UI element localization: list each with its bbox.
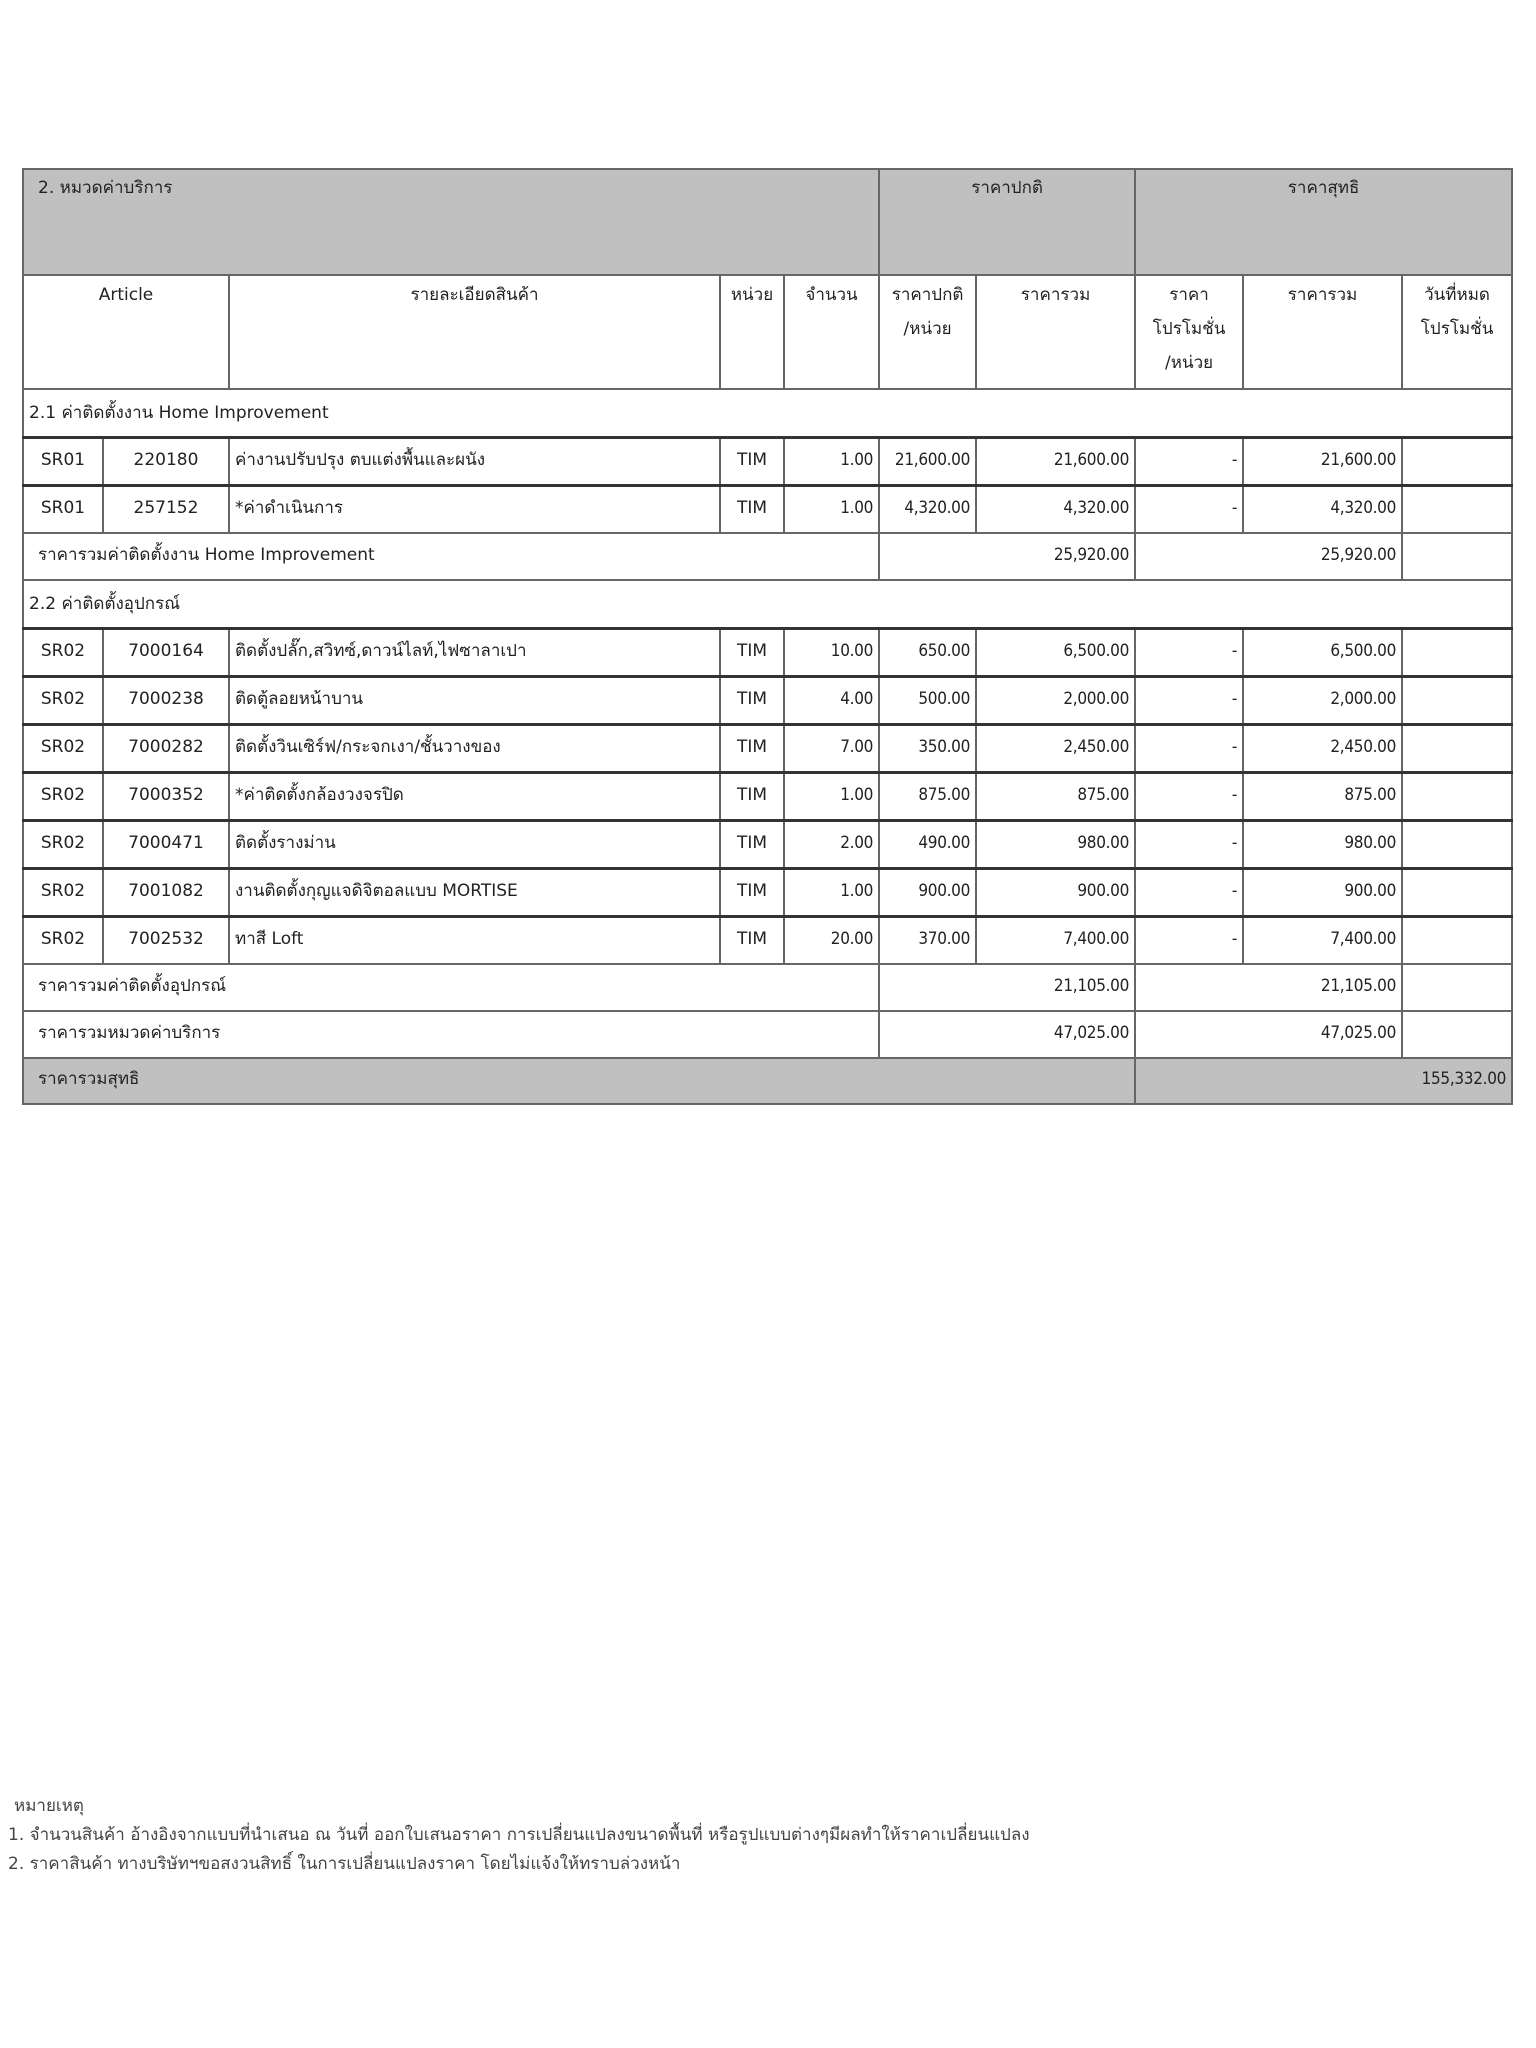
- subtotal-net: 25,920.00: [1135, 533, 1402, 580]
- cell-regular-total: 4,320.00: [976, 486, 1135, 534]
- cell-article: 7002532: [103, 917, 229, 965]
- cell-promo-price: -: [1135, 677, 1243, 725]
- cell-net-total: 4,320.00: [1243, 486, 1402, 534]
- cell-article: 220180: [103, 438, 229, 486]
- cell-unit-price: 490.00: [879, 821, 976, 869]
- header-line: /หน่วย: [903, 319, 952, 339]
- cell-description: งานติดตั้งกุญแจดิจิตอลแบบ MORTISE: [229, 869, 720, 917]
- cell-net-total: 6,500.00: [1243, 629, 1402, 677]
- cell-description: ติดตู้ลอยหน้าบาน: [229, 677, 720, 725]
- cell-quantity: 10.00: [784, 629, 879, 677]
- cell-unit: TIM: [720, 917, 784, 965]
- cell-unit: TIM: [720, 821, 784, 869]
- header-line: ราคา: [1169, 285, 1209, 305]
- cell-regular-total: 2,450.00: [976, 725, 1135, 773]
- cell-description: *ค่าติดตั้งกล้องวงจรปิด: [229, 773, 720, 821]
- column-header-article: Article: [23, 275, 229, 389]
- cell-code: SR02: [23, 629, 103, 677]
- category-total-empty: [1402, 1011, 1512, 1058]
- column-header-promo-price: [1135, 275, 1243, 389]
- grand-total-row: [23, 1058, 1512, 1104]
- column-header-regular-total: ราคารวม: [976, 275, 1135, 389]
- cell-code: SR01: [23, 486, 103, 534]
- subtotal-regular: 21,105.00: [879, 964, 1135, 1011]
- subtotal-regular: 25,920.00: [879, 533, 1135, 580]
- cell-promo-end-date: [1402, 629, 1512, 677]
- cell-code: SR02: [23, 869, 103, 917]
- cell-net-total: 7,400.00: [1243, 917, 1402, 965]
- cell-regular-total: 7,400.00: [976, 917, 1135, 965]
- cell-description: ติดตั้งรางม่าน: [229, 821, 720, 869]
- category-total-label: ราคารวมหมวดค่าบริการ: [23, 1011, 879, 1058]
- cell-regular-total: 980.00: [976, 821, 1135, 869]
- cell-quantity: 7.00: [784, 725, 879, 773]
- grand-total-value: 155,332.00: [1135, 1058, 1512, 1104]
- cell-promo-end-date: [1402, 917, 1512, 965]
- table-row: [23, 773, 1512, 821]
- cell-promo-price: -: [1135, 725, 1243, 773]
- cell-quantity: 1.00: [784, 486, 879, 534]
- cell-quantity: 20.00: [784, 917, 879, 965]
- table-row: [23, 917, 1512, 965]
- cell-regular-total: 21,600.00: [976, 438, 1135, 486]
- table-row: [23, 677, 1512, 725]
- section-title: 2. หมวดค่าบริการ: [23, 169, 879, 275]
- header-line: โปรโมชั่น: [1420, 319, 1494, 339]
- table-row: [23, 438, 1512, 486]
- cell-promo-end-date: [1402, 677, 1512, 725]
- group-title-row: [23, 580, 1512, 629]
- header-line: วันที่หมด: [1424, 285, 1490, 305]
- table-row: [23, 869, 1512, 917]
- cell-article: 257152: [103, 486, 229, 534]
- header-line: ราคาปกติ: [891, 285, 964, 305]
- subtotal-label: ราคารวมค่าติดตั้งอุปกรณ์: [23, 964, 879, 1011]
- cell-unit-price: 21,600.00: [879, 438, 976, 486]
- cell-promo-price: -: [1135, 773, 1243, 821]
- category-total-regular: 47,025.00: [879, 1011, 1135, 1058]
- cell-unit: TIM: [720, 773, 784, 821]
- cell-net-total: 980.00: [1243, 821, 1402, 869]
- header-line: โปรโมชั่น: [1152, 319, 1226, 339]
- cell-code: SR01: [23, 438, 103, 486]
- cell-regular-total: 6,500.00: [976, 629, 1135, 677]
- cell-net-total: 21,600.00: [1243, 438, 1402, 486]
- cell-description: *ค่าดำเนินการ: [229, 486, 720, 534]
- cell-unit-price: 370.00: [879, 917, 976, 965]
- group-header-net-price: ราคาสุทธิ: [1135, 169, 1512, 275]
- cell-promo-price: -: [1135, 486, 1243, 534]
- column-header-quantity: จำนวน: [784, 275, 879, 389]
- cell-unit: TIM: [720, 677, 784, 725]
- column-header-net-total: ราคารวม: [1243, 275, 1402, 389]
- cell-net-total: 900.00: [1243, 869, 1402, 917]
- section-header-row: [23, 169, 1512, 275]
- subtotal-net: 21,105.00: [1135, 964, 1402, 1011]
- cell-net-total: 2,000.00: [1243, 677, 1402, 725]
- cell-promo-end-date: [1402, 486, 1512, 534]
- cell-code: SR02: [23, 773, 103, 821]
- cell-article: 7000164: [103, 629, 229, 677]
- category-total-net: 47,025.00: [1135, 1011, 1402, 1058]
- cell-unit: TIM: [720, 725, 784, 773]
- column-header-promo-end-date: [1402, 275, 1512, 389]
- cell-unit-price: 875.00: [879, 773, 976, 821]
- cell-unit-price: 4,320.00: [879, 486, 976, 534]
- cell-regular-total: 2,000.00: [976, 677, 1135, 725]
- note-line: 2. ราคาสินค้า ทางบริษัทฯขอสงวนสิทธิ์ ในการเปลี่ยนแปลงราคา โดยไม่แจ้งให้ทราบล่วงหน้า: [8, 1854, 681, 1874]
- cell-promo-end-date: [1402, 725, 1512, 773]
- cell-unit-price: 900.00: [879, 869, 976, 917]
- quotation-table: [22, 168, 1513, 1105]
- cell-regular-total: 900.00: [976, 869, 1135, 917]
- table-row: [23, 486, 1512, 534]
- grand-total-label: ราคารวมสุทธิ: [23, 1058, 1135, 1104]
- cell-quantity: 1.00: [784, 869, 879, 917]
- notes-title: หมายเหตุ: [14, 1796, 84, 1816]
- cell-description: ติดตั้งปลั๊ก,สวิทซ์,ดาวน์ไลท์,ไฟซาลาเปา: [229, 629, 720, 677]
- cell-unit-price: 350.00: [879, 725, 976, 773]
- cell-quantity: 4.00: [784, 677, 879, 725]
- cell-promo-price: -: [1135, 869, 1243, 917]
- cell-promo-price: -: [1135, 629, 1243, 677]
- cell-description: ค่างานปรับปรุง ตบแต่งพื้นและผนัง: [229, 438, 720, 486]
- column-header-row: [23, 275, 1512, 389]
- cell-promo-end-date: [1402, 821, 1512, 869]
- subtotal-row: [23, 533, 1512, 580]
- category-total-row: [23, 1011, 1512, 1058]
- cell-promo-price: -: [1135, 438, 1243, 486]
- cell-description: ติดตั้งวินเซิร์ฟ/กระจกเงา/ชั้นวางของ: [229, 725, 720, 773]
- cell-article: 7000282: [103, 725, 229, 773]
- table-row: [23, 725, 1512, 773]
- column-header-unit: หน่วย: [720, 275, 784, 389]
- cell-unit: TIM: [720, 438, 784, 486]
- cell-article: 7001082: [103, 869, 229, 917]
- cell-promo-end-date: [1402, 438, 1512, 486]
- cell-promo-price: -: [1135, 917, 1243, 965]
- cell-code: SR02: [23, 677, 103, 725]
- cell-net-total: 2,450.00: [1243, 725, 1402, 773]
- cell-code: SR02: [23, 917, 103, 965]
- cell-unit: TIM: [720, 869, 784, 917]
- cell-net-total: 875.00: [1243, 773, 1402, 821]
- cell-unit-price: 650.00: [879, 629, 976, 677]
- cell-quantity: 2.00: [784, 821, 879, 869]
- subtotal-row: [23, 964, 1512, 1011]
- table-row: [23, 821, 1512, 869]
- cell-code: SR02: [23, 725, 103, 773]
- cell-quantity: 1.00: [784, 773, 879, 821]
- group-title: 2.2 ค่าติดตั้งอุปกรณ์: [23, 580, 1512, 629]
- cell-promo-end-date: [1402, 869, 1512, 917]
- cell-promo-end-date: [1402, 773, 1512, 821]
- cell-unit-price: 500.00: [879, 677, 976, 725]
- cell-article: 7000238: [103, 677, 229, 725]
- subtotal-empty: [1402, 964, 1512, 1011]
- note-line: 1. จำนวนสินค้า อ้างอิงจากแบบที่นำเสนอ ณ วันที่ ออกใบเสนอราคา การเปลี่ยนแปลงขนาดพื้นที่ หรือรูปแบบต่างๆมีผลทำให้ราคาเปลี่ยนแปลง: [8, 1825, 1030, 1845]
- table-row: [23, 629, 1512, 677]
- cell-code: SR02: [23, 821, 103, 869]
- subtotal-label: ราคารวมค่าติดตั้งงาน Home Improvement: [23, 533, 879, 580]
- cell-unit: TIM: [720, 486, 784, 534]
- column-header-description: รายละเอียดสินค้า: [229, 275, 720, 389]
- group-title: 2.1 ค่าติดตั้งงาน Home Improvement: [23, 389, 1512, 438]
- group-header-regular-price: ราคาปกติ: [879, 169, 1135, 275]
- header-line: /หน่วย: [1165, 353, 1214, 373]
- cell-promo-price: -: [1135, 821, 1243, 869]
- cell-unit: TIM: [720, 629, 784, 677]
- column-header-regular-unit-price: [879, 275, 976, 389]
- subtotal-empty: [1402, 533, 1512, 580]
- cell-description: ทาสี Loft: [229, 917, 720, 965]
- cell-regular-total: 875.00: [976, 773, 1135, 821]
- cell-article: 7000471: [103, 821, 229, 869]
- group-title-row: [23, 389, 1512, 438]
- cell-article: 7000352: [103, 773, 229, 821]
- notes-section: [8, 1792, 1030, 1879]
- cell-quantity: 1.00: [784, 438, 879, 486]
